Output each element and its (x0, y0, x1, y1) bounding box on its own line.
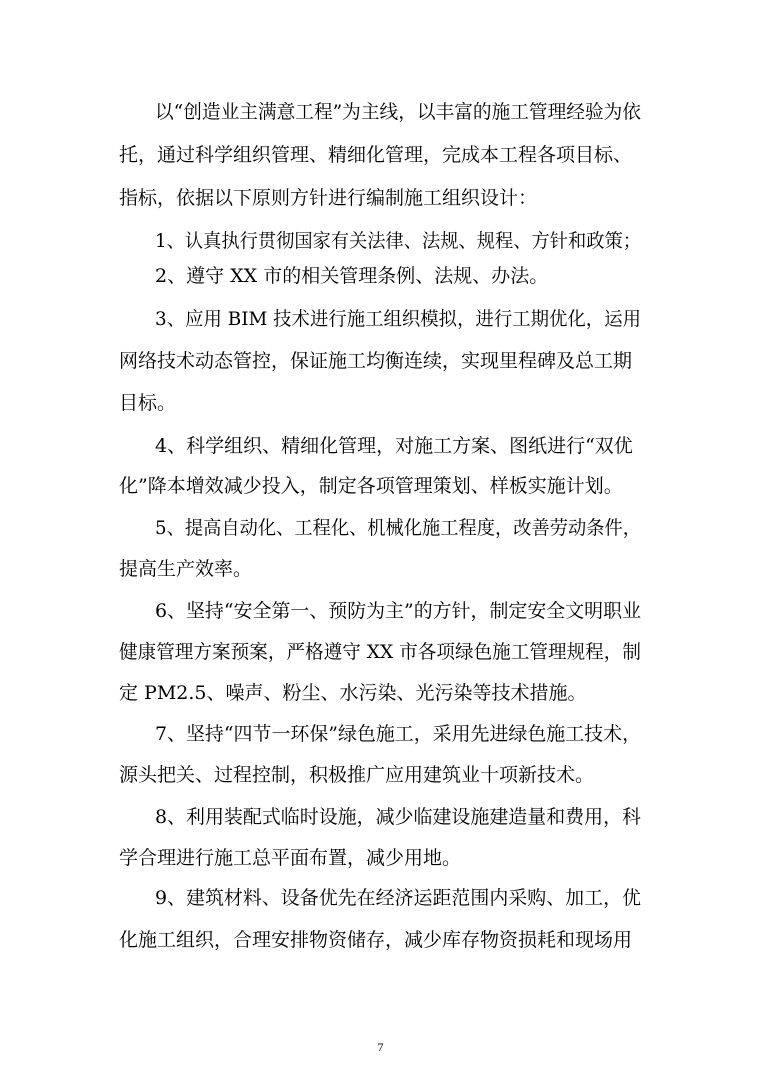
line-text: 学合理进行施工总平面布置，减少用地。 (119, 847, 462, 869)
line-text: 托，通过科学组织管理、精细化管理，完成本工程各项目标、 (119, 144, 633, 166)
line-text: 3、应用 BIM 技术进行施工组织模拟，进行工期优化，运用 (155, 308, 641, 330)
line-text: 7、坚持“四节一环保”绿色施工，采用先进绿色施工技术， (155, 723, 642, 745)
line-text: 8、利用装配式临时设施，减少临建设施建造量和费用，科 (155, 806, 642, 828)
line-text: 以“创造业主满意工程”为主线，以丰富的施工管理经验为依 (155, 101, 641, 123)
line-text: 定 PM2.5、噪声、粉尘、水污染、光污染等技术措施。 (119, 682, 587, 704)
page-number: 7 (377, 1040, 384, 1054)
line-text: 化”降本增效减少投入，制定各项管理策划、样板实施计划。 (119, 475, 623, 497)
line-text: 5、提高自动化、工程化、机械化施工程度，改善劳动条件， (155, 517, 642, 539)
line-text: 2、遵守 XX 市的相关管理条例、法规、办法。 (155, 265, 549, 287)
line-text: 1、认真执行贯彻国家有关法律、法规、规程、方针和政策； (155, 230, 642, 252)
line-text: 网络技术动态管控，保证施工均衡连续，实现里程碑及总工期 (119, 350, 633, 372)
line-text: 化施工组织，合理安排物资储存，减少库存物资损耗和现场用 (119, 929, 633, 951)
line-text: 9、建筑材料、设备优先在经济运距范围内采购、加工，优 (155, 887, 642, 909)
line-text: 健康管理方案预案，严格遵守 XX 市各项绿色施工管理规程，制 (119, 641, 641, 663)
line-text: 指标，依据以下原则方针进行编制施工组织设计： (119, 187, 538, 209)
line-text: 提高生产效率。 (119, 558, 253, 580)
line-text: 目标。 (119, 392, 177, 414)
line-text: 6、坚持“安全第一、预防为主”的方针，制定安全文明职业 (155, 600, 642, 622)
line-text: 4、科学组织、精细化管理，对施工方案、图纸进行“双优 (155, 435, 633, 457)
line-text: 源头把关、过程控制，积极推广应用建筑业十项新技术。 (119, 764, 595, 786)
